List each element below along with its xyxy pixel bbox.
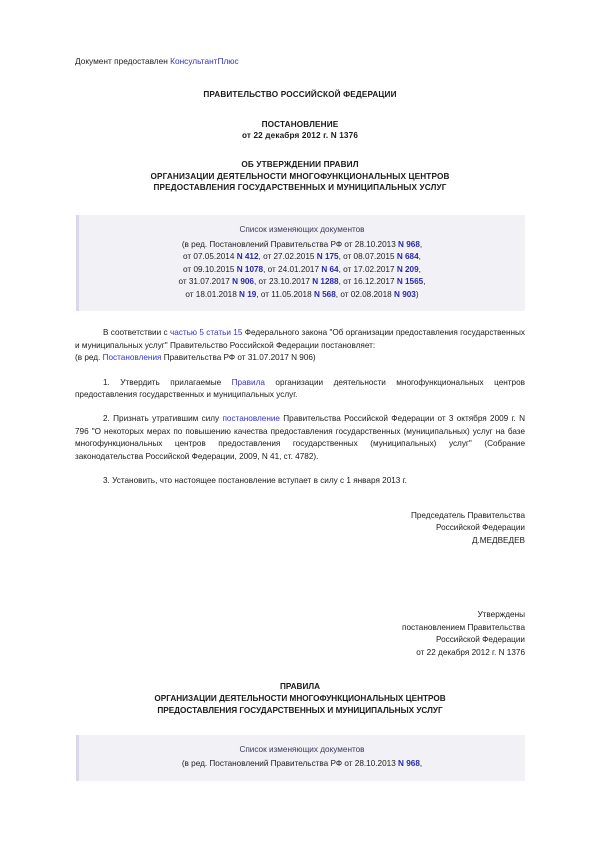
text-run: , [419,239,423,249]
changelist-line [89,289,515,301]
text-run: от 07.05.2014 [183,252,237,262]
doc-type: ПОСТАНОВЛЕНИЕ [261,119,339,129]
approval-line-1: Утверждены [477,610,525,620]
provider-prefix: Документ предоставлен [75,56,171,66]
item-3 [75,475,525,487]
text-run: , от 17.02.2017 [338,264,397,274]
preamble-paragraph [75,327,525,352]
doc-title-line-2: ОРГАНИЗАЦИИ ДЕЯТЕЛЬНОСТИ МНОГОФУНКЦИОНАЛЬНЫХ ЦЕНТРОВ [150,171,450,181]
changelist-line [89,758,515,770]
rules-title-line-1: ПРАВИЛА [280,682,320,692]
changelist-reference[interactable]: N 1078 [236,264,264,274]
signature-block [75,510,525,547]
changelist-top-title: Список изменяющих документов [239,225,365,235]
changelist-reference[interactable]: N 968 [398,759,420,769]
text-run: 1. Утвердить прилагаемые [103,377,232,387]
changelist-line [89,239,515,251]
text-run: В соответствии с [103,328,170,338]
doc-title-line-1: ОБ УТВЕРЖДЕНИИ ПРАВИЛ [241,160,359,170]
text-run: Правительства Российской Федерации от 3 октября 2009 г. N 796 "О некоторых мерах по повышению качества предоставления государственных (муниципальных) услуг на базе многофункциональных центров предоставления государственных (муниципальных) услуг" (Собрание законодательства Российской Федерации, 2009, N 41, ст. 4782). [75,414,526,461]
text-run: , [418,264,421,274]
document-link[interactable]: постановление [222,414,280,424]
text-run: , от 24.01.2017 [263,264,322,274]
consultant-plus-brand[interactable]: КонсультантПлюс [170,56,239,66]
changelist-reference[interactable]: N 968 [398,239,420,249]
text-run: Правительства РФ от 31.07.2017 N 906) [161,353,316,363]
doc-title-line-3: ПРЕДОСТАВЛЕНИЯ ГОСУДАРСТВЕННЫХ И МУНИЦИПАЛЬНЫХ УСЛУГ [153,183,447,192]
changelist-bottom [76,735,525,781]
text-run: организации деятельности многофункциональных центров предоставления государственных и муниципальных услуг. [75,377,525,399]
changelist-top [76,215,525,311]
signature-position-line-1: Председатель Правительства [410,510,525,520]
text-run: , [419,759,423,769]
changelist-line [89,251,515,263]
approval-block [75,609,525,659]
changelist-reference[interactable]: N 19 [239,289,257,299]
changelist-bottom-title: Список изменяющих документов [239,744,365,754]
changelist-line [89,264,515,276]
text-run: от 31.07.2017 [178,277,233,287]
preamble-edition-note [75,352,525,364]
changelist-reference[interactable]: N 1565 [396,277,424,287]
changelist-reference[interactable]: N 64 [321,264,339,274]
text-run: , [418,252,421,262]
text-run: от 09.10.2015 [183,264,237,274]
changelist-reference[interactable]: N 684 [396,252,419,262]
changelist-reference[interactable]: N 568 [313,289,336,299]
text-run: , от 27.02.2015 [258,252,317,262]
text-run: (в ред. Постановлений Правительства РФ от 28.10.2013 [181,759,399,769]
text-run: ) [415,289,419,299]
document-link[interactable]: частью 5 статьи 15 [169,328,243,338]
changelist-reference[interactable]: N 412 [236,252,259,262]
signature-position-line-2: Российской Федерации [435,523,525,533]
text-run: (в ред. [75,353,103,363]
doc-date: от 22 декабря 2012 г. N 1376 [241,131,359,141]
text-run: , [423,277,426,287]
text-run: 3. Установить, что настоящее постановление вступает в силу с 1 января 2013 г. [103,476,407,486]
document-link[interactable]: Правила [231,377,265,387]
changelist-reference[interactable]: N 903 [394,289,416,299]
text-run: , от 02.08.2018 [335,289,394,299]
changelist-top-lines [89,239,515,301]
changelist-reference[interactable]: N 906 [232,277,254,287]
changelist-reference[interactable]: N 1288 [312,277,339,287]
approval-line-2: постановлением Правительства [402,622,525,632]
item-2 [75,413,525,463]
changelist-line [89,276,515,288]
text-run: Федерального закона "Об организации предоставления государственных и муниципальных услуг" Правительство Российской Федерации постановляет: [75,328,526,350]
approval-line-4: от 22 декабря 2012 г. N 1376 [416,647,525,657]
text-run: , от 11.05.2018 [256,289,314,299]
text-run: 2. Признать утратившим силу [103,414,223,424]
item-1 [75,377,525,402]
document-link[interactable]: Постановления [102,353,162,363]
text-run: от 18.01.2018 [185,289,240,299]
rules-title-line-2: ОРГАНИЗАЦИИ ДЕЯТЕЛЬНОСТИ МНОГОФУНКЦИОНАЛЬНЫХ ЦЕНТРОВ [154,693,446,703]
approval-line-3: Российской Федерации [435,635,525,645]
changelist-reference[interactable]: N 175 [316,252,339,262]
text-run: , от 23.10.2017 [254,277,313,287]
provider-line [75,0,525,67]
text-run: , от 16.12.2017 [338,277,397,287]
changelist-bottom-lines [89,758,515,770]
text-run: , от 08.07.2015 [338,252,397,262]
signature-name: Д.МЕДВЕДЕВ [471,535,525,545]
changelist-reference[interactable]: N 209 [396,264,419,274]
rules-title-line-3: ПРЕДОСТАВЛЕНИЯ ГОСУДАРСТВЕННЫХ И МУНИЦИПАЛЬНЫХ УСЛУГ [157,705,443,715]
authority-line: ПРАВИТЕЛЬСТВО РОССИЙСКОЙ ФЕДЕРАЦИИ [203,90,397,100]
text-run: (в ред. Постановлений Правительства РФ от 28.10.2013 [181,239,399,249]
